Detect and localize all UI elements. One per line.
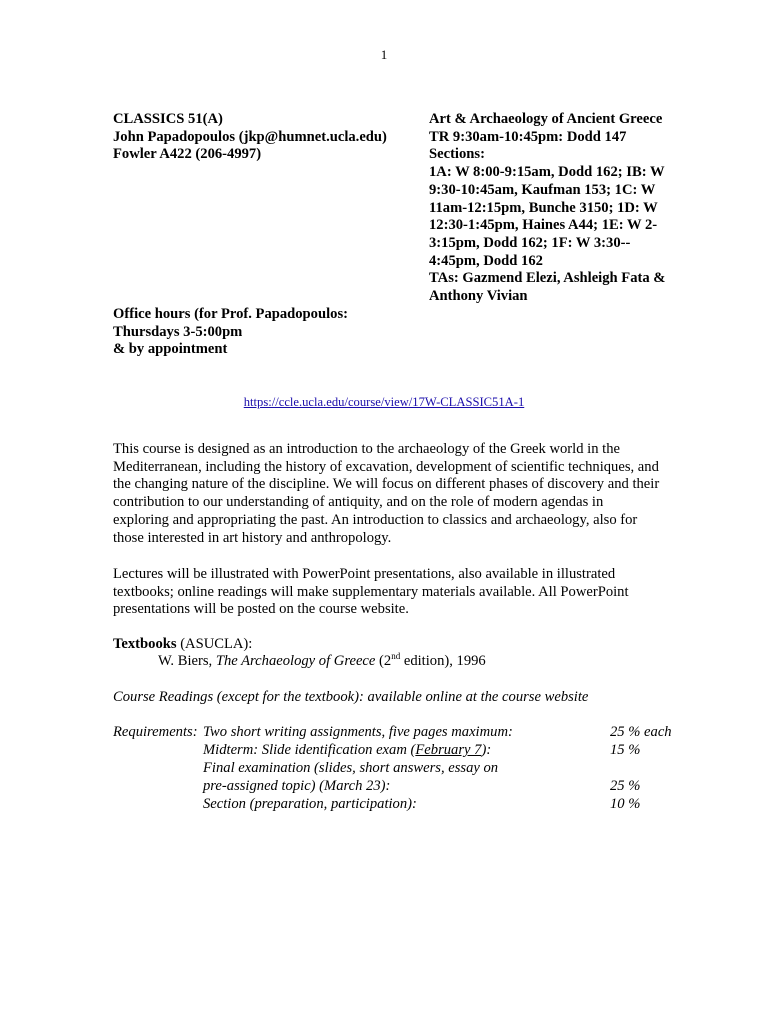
requirement-row bbox=[113, 724, 713, 742]
textbooks-label: Textbooks bbox=[113, 636, 177, 652]
sections-line: 11am-12:15pm, Bunche 3150; 1D: W bbox=[429, 199, 658, 216]
description-line: those interested in art history and anthropology. bbox=[113, 529, 392, 546]
lectures-line: Lectures will be illustrated with PowerPoint presentations, also available in illustrated bbox=[113, 566, 616, 582]
sections-line: 9:30-10:45am, Kaufman 153; 1C: W bbox=[429, 181, 656, 198]
course-website-link[interactable]: https://ccle.ucla.edu/course/view/17W-CLASSIC51A-1 bbox=[243, 395, 525, 409]
page-number: 1 bbox=[380, 47, 388, 62]
teaching-assistants: Anthony Vivian bbox=[429, 288, 528, 305]
requirement-description: Midterm: Slide identification exam (February 7): bbox=[203, 742, 492, 758]
sections-line: 4:45pm, Dodd 162 bbox=[429, 252, 543, 269]
teaching-assistants: TAs: Gazmend Elezi, Ashleigh Fata & bbox=[429, 270, 666, 287]
lectures-line: presentations will be posted on the course website. bbox=[113, 601, 409, 618]
instructor-office: Fowler A422 (206-4997) bbox=[113, 146, 262, 163]
course-code: CLASSICS 51(A) bbox=[113, 111, 223, 127]
office-hours-line: Thursdays 3-5:00pm bbox=[113, 323, 243, 340]
sections-heading: Sections: bbox=[429, 146, 485, 163]
office-hours bbox=[113, 306, 348, 359]
textbook-title: The Archaeology of Greece bbox=[215, 653, 376, 669]
requirement-row bbox=[113, 760, 713, 778]
lectures-paragraph bbox=[113, 566, 683, 619]
textbook-edition-ordinal: nd bbox=[391, 651, 401, 662]
description-line: contribution to our understanding of antiquity, and on the role of modern agendas in bbox=[113, 494, 604, 511]
office-hours-line: & by appointment bbox=[113, 341, 228, 358]
requirement-weight: 15 % bbox=[610, 742, 641, 758]
course-title: Art & Archaeology of Ancient Greece bbox=[429, 111, 663, 127]
lectures-line: textbooks; online readings will make supplementary materials available. All PowerPoint bbox=[113, 583, 629, 600]
textbooks-source: (ASUCLA): bbox=[176, 636, 253, 652]
requirement-description: Two short writing assignments, five pages maximum: bbox=[203, 724, 513, 740]
course-website bbox=[0, 394, 768, 412]
requirement-description: Section (preparation, participation): bbox=[203, 796, 417, 812]
description-line: Mediterranean, including the history of excavation, development of scientific techniques, and bbox=[113, 458, 659, 475]
midterm-date: February 7 bbox=[415, 742, 482, 758]
sections-line: 3:15pm, Dodd 162; 1F: W 3:30-- bbox=[429, 234, 631, 251]
textbook-edition: (2 bbox=[375, 653, 392, 669]
requirement-description: Final examination (slides, short answers, essay on bbox=[203, 760, 499, 776]
description-line: the changing nature of the discipline. We will focus on different phases of discovery and their bbox=[113, 476, 660, 493]
instructor-contact: John Papadopoulos (jkp@humnet.ucla.edu) bbox=[113, 128, 387, 145]
requirements-label: Requirements: bbox=[113, 724, 198, 740]
description-line: This course is designed as an introduction to the archaeology of the Greek world in the bbox=[113, 441, 620, 457]
office-hours-line: Office hours (for Prof. Papadopoulos: bbox=[113, 306, 348, 322]
course-header-right bbox=[429, 111, 685, 306]
sections-line: 1A: W 8:00-9:15am, Dodd 162; IB: W bbox=[429, 164, 665, 181]
textbook-entry bbox=[158, 653, 486, 671]
requirement-row bbox=[113, 778, 713, 796]
course-readings: Course Readings (except for the textbook): available online at the course website bbox=[113, 689, 589, 705]
requirement-weight: 25 % bbox=[610, 778, 641, 794]
requirement-weight: 10 % bbox=[610, 796, 641, 812]
description-line: exploring and appropriating the past. An introduction to classics and archaeology, also for bbox=[113, 511, 638, 528]
requirement-weight: 25 % each bbox=[610, 724, 672, 740]
course-description bbox=[113, 441, 683, 547]
lecture-schedule: TR 9:30am-10:45pm: Dodd 147 bbox=[429, 128, 627, 145]
requirement-description: pre-assigned topic) (March 23): bbox=[203, 778, 391, 794]
sections-line: 12:30-1:45pm, Haines A44; 1E: W 2- bbox=[429, 217, 658, 234]
requirement-row bbox=[113, 742, 713, 760]
textbook-edition-year: edition), 1996 bbox=[400, 653, 486, 669]
course-header-left bbox=[113, 111, 387, 164]
textbook-author: W. Biers, bbox=[158, 653, 216, 669]
requirement-row bbox=[113, 796, 713, 814]
